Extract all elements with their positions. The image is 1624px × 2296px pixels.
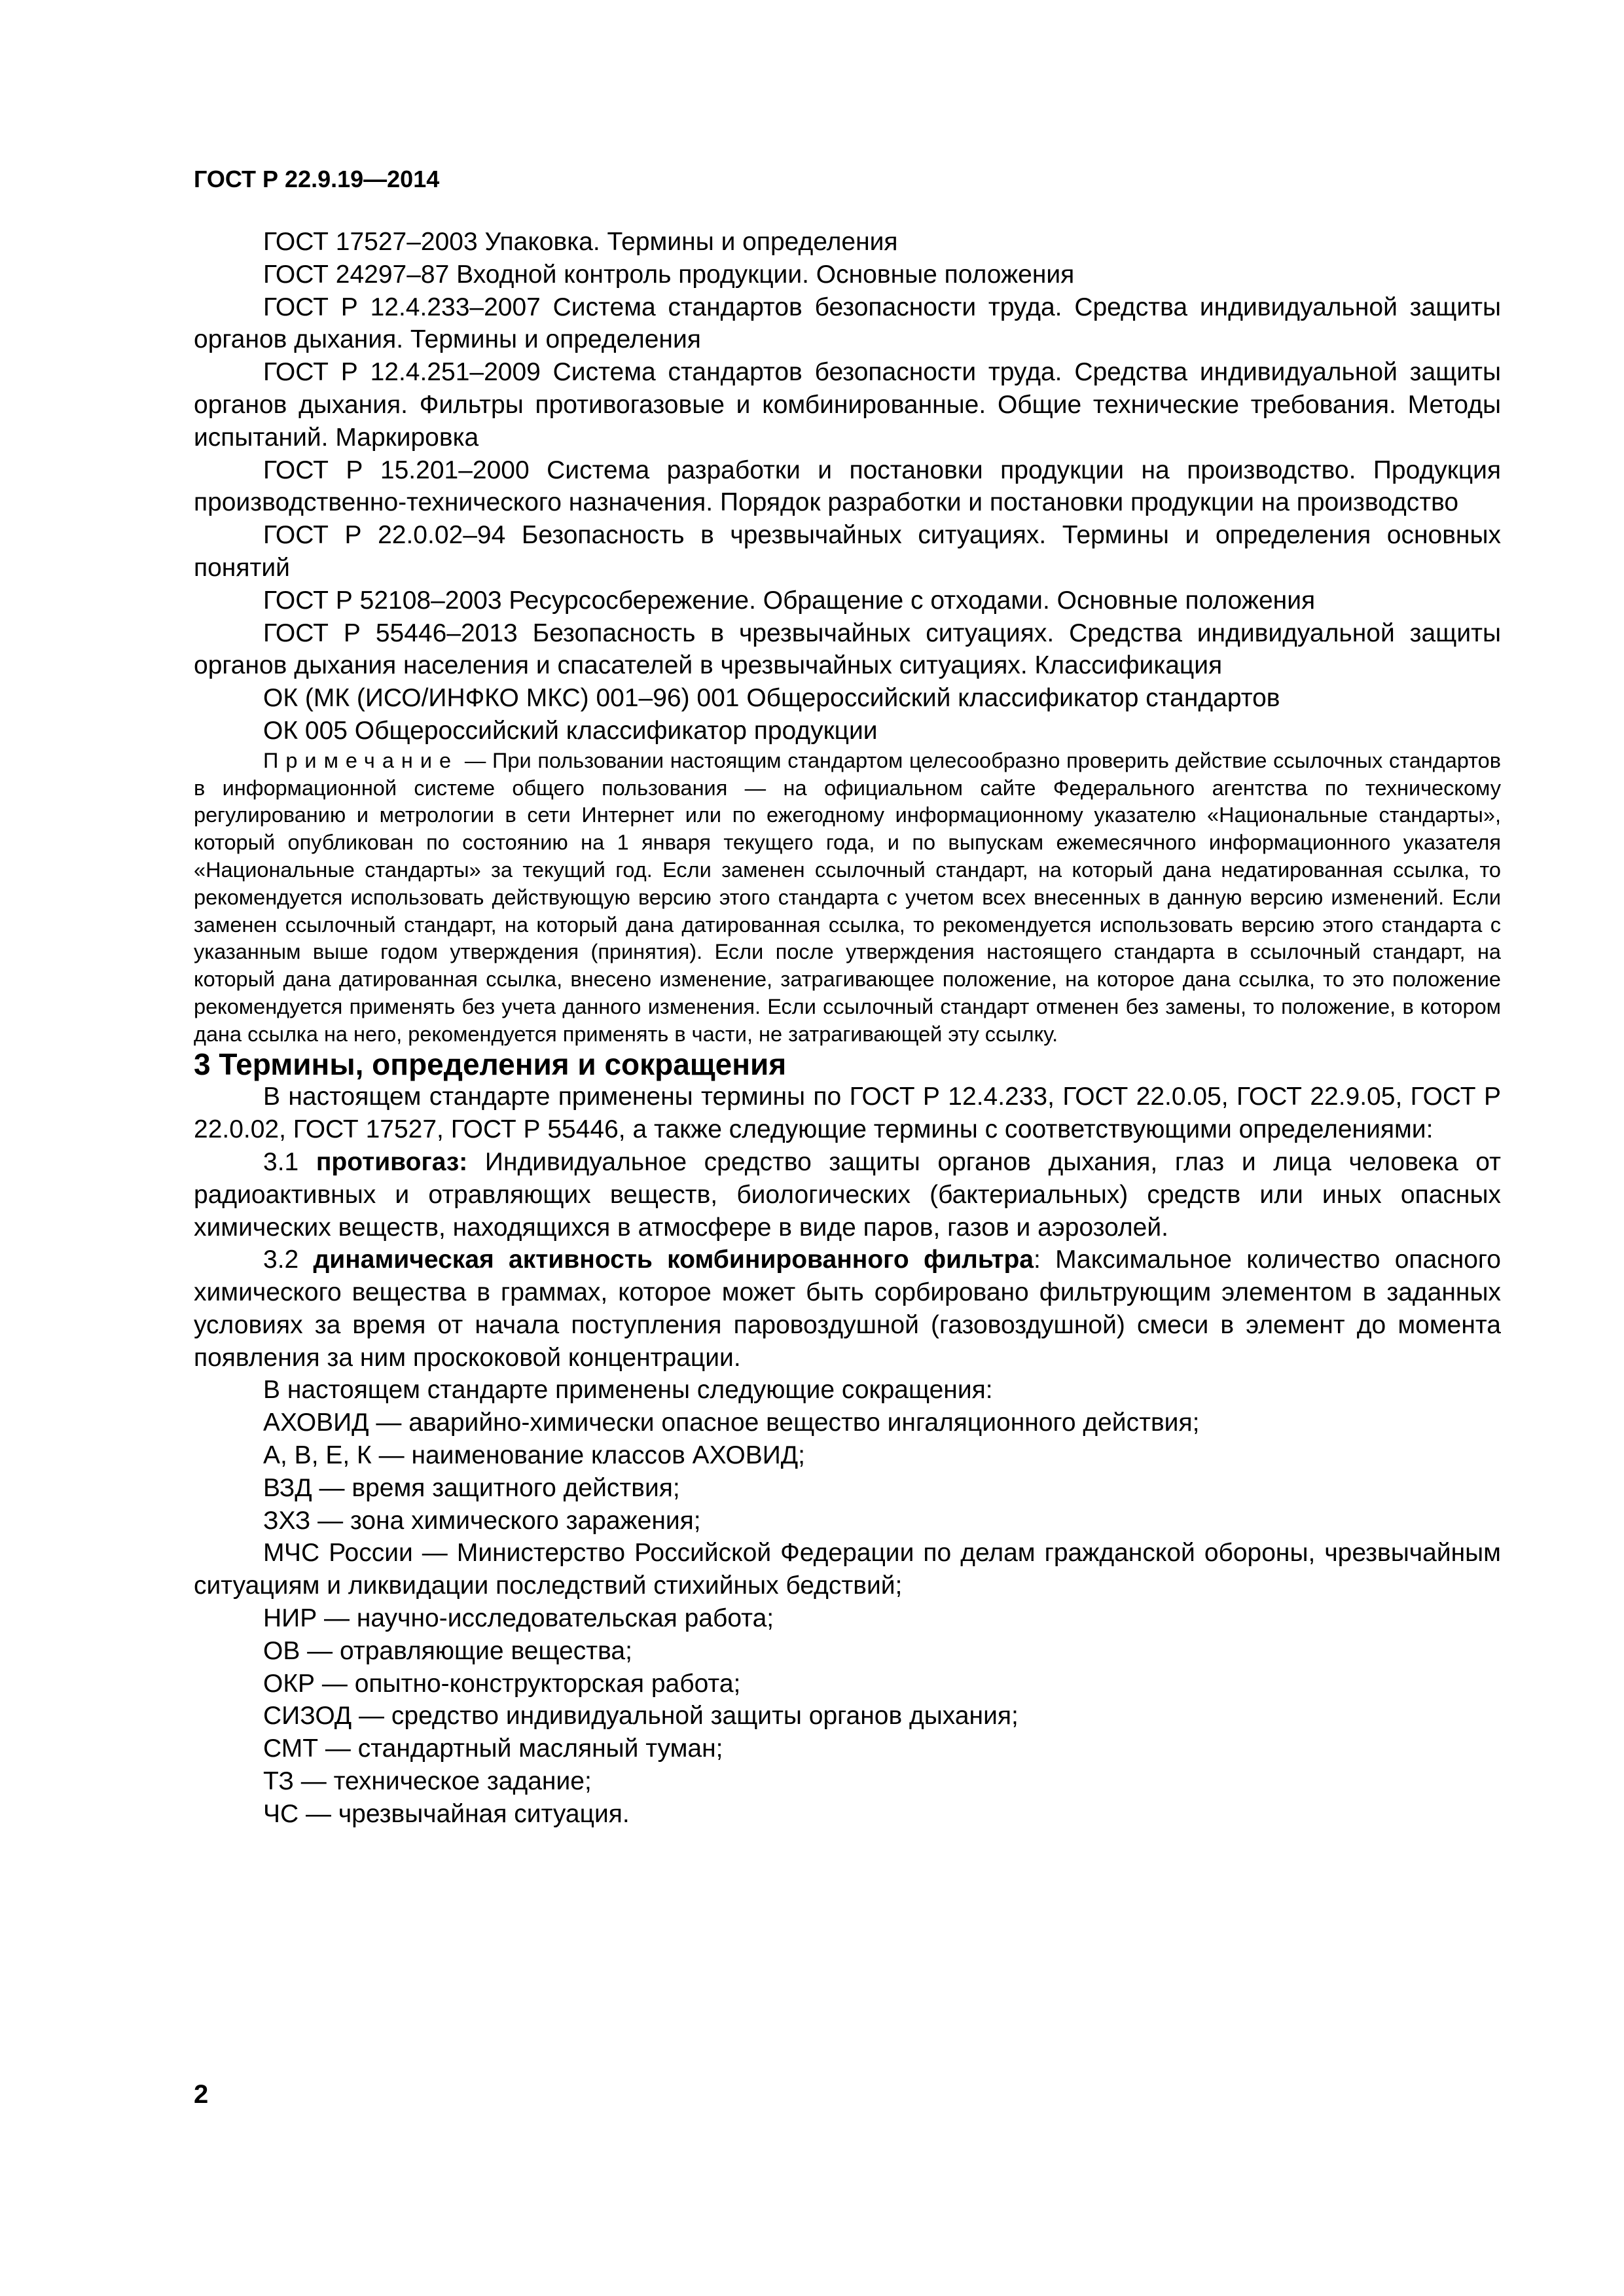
reference-item: ГОСТ Р 52108–2003 Ресурсосбережение. Обращение с отходами. Основные положения [263,586,1316,615]
reference-item: ГОСТ Р 12.4.233–2007 Система стандартов безопасности труда. Средства индивидуальной защиты органов дыхания. Термины и определения [194,293,1501,354]
page-number: 2 [194,2080,209,2109]
reference-item: ГОСТ Р 12.4.251–2009 Система стандартов безопасности труда. Средства индивидуальной защиты органов дыхания. Фильтры противогазовые и комбинированные. Общие технические требования. Методы испытаний. Маркировка [194,358,1501,452]
abbreviation-item: СМТ — стандартный масляный туман; [263,1734,723,1763]
reference-item: ГОСТ Р 22.0.02–94 Безопасность в чрезвычайных ситуациях. Термины и определения основных понятий [194,521,1501,582]
abbreviation-item: МЧС России — Министерство Российской Федерации по делам гражданской обороны, чрезвычайным ситуациям и ликвидации последствий стихийных бедствий; [194,1539,1501,1600]
page-content [194,226,1501,1831]
abbreviations-intro: В настоящем стандарте применены следующие сокращения: [263,1376,993,1405]
reference-item: ГОСТ 17527–2003 Упаковка. Термины и определения [263,228,898,256]
abbreviation-item: ОВ — отравляющие вещества; [263,1636,632,1665]
abbreviation-item: НИР — научно-исследовательская работа; [263,1604,774,1633]
normative-references-list [194,226,1501,747]
note-label: Примечание [263,748,459,772]
term-name: динамическая активность комбинированного фильтра [313,1246,1034,1274]
abbreviation-item: СИЗОД — средство индивидуальной защиты органов дыхания; [263,1702,1019,1731]
term-number: 3.1 [263,1147,299,1176]
term-definition [194,1244,1501,1374]
term-definition [194,1146,1501,1244]
abbreviations-list [194,1407,1501,1830]
abbreviation-item: А, В, Е, К — наименование классов АХОВИД; [263,1441,805,1470]
term-number: 3.2 [263,1246,299,1274]
reference-item: ГОСТ Р 15.201–2000 Система разработки и постановки продукции на производство. Продукция производственно-технического назначения. Порядок разработки и постановки продукции на производство [194,456,1501,517]
term-name: противогаз: [316,1147,468,1176]
abbreviation-item: АХОВИД — аварийно-химически опасное вещество ингаляционного действия; [263,1408,1200,1437]
abbreviation-item: ЗХЗ — зона химического заражения; [263,1506,701,1535]
reference-item: ГОСТ 24297–87 Входной контроль продукции. Основные положения [263,260,1075,289]
document-header: ГОСТ Р 22.9.19—2014 [194,166,440,192]
note-text: — При пользовании настоящим стандартом целесообразно проверить действие ссылочных стандартов в информационной системе общего пользования — на официальном сайте Федерального агентства по техническому регулированию и метрологии в сети Интернет или по ежегодному информационному указателю «Национальные стандарты», который опубликован по состоянию на 1 января текущего года, и по выпускам ежемесячного информационного указателя «Национальные стандарты» за текущий год. Если заменен ссылочный стандарт, на который дана недатированная ссылка, то рекомендуется использовать действующую версию этого стандарта с учетом всех внесенных в данную версию изменений. Если заменен ссылочный стандарт, на который дана датированная ссылка, то рекомендуется использовать версию этого стандарта с указанным выше годом утверждения (принятия). Если после утверждения настоящего стандарта в ссылочный стандарт, на который дана датированная ссылка, внесено изменение, затрагивающее положение, на которое дана ссылка, то это положение рекомендуется применять без учета данного изменения. Если ссылочный стандарт отменен без замены, то положение, в котором дана ссылка на него, рекомендуется применять в части, не затрагивающей эту ссылку. [194,748,1501,1046]
term-text: : Максимальное количество опасного химического вещества в граммах, которое может быть сорбировано фильтрующим элементом в заданных условиях за время от начала поступления паровоздушной (газовоздушной) смеси в элемент до момента появления за ним проскоковой концентрации. [194,1246,1501,1372]
note-paragraph [194,747,1501,1049]
reference-item: ГОСТ Р 55446–2013 Безопасность в чрезвычайных ситуациях. Средства индивидуальной защиты органов дыхания населения и спасателей в чрезвычайных ситуациях. Классификация [194,619,1501,680]
term-text: Индивидуальное средство защиты органов дыхания, глаз и лица человека от радиоактивных и отравляющих веществ, биологических (бактериальных) средств или иных опасных химических веществ, находящихся в атмосфере в виде паров, газов и аэрозолей. [194,1147,1501,1242]
reference-item: ОК (МК (ИСО/ИНФКО МКС) 001–96) 001 Общероссийский классификатор стандартов [263,684,1280,713]
section-title: 3 Термины, определения и сокращения [194,1047,787,1081]
abbreviation-item: ЧС — чрезвычайная ситуация. [263,1799,630,1828]
section-intro: В настоящем стандарте применены термины по ГОСТ Р 12.4.233, ГОСТ 22.0.05, ГОСТ 22.9.05, ГОСТ Р 22.0.02, ГОСТ 17527, ГОСТ Р 55446, а также следующие термины с соответствующими определениями: [194,1083,1501,1144]
reference-item: ОК 005 Общероссийский классификатор продукции [263,716,878,745]
abbreviation-item: ВЗД — время защитного действия; [263,1473,680,1502]
abbreviation-item: ОКР — опытно-конструкторская работа; [263,1669,741,1698]
abbreviation-item: ТЗ — техническое задание; [263,1767,592,1796]
